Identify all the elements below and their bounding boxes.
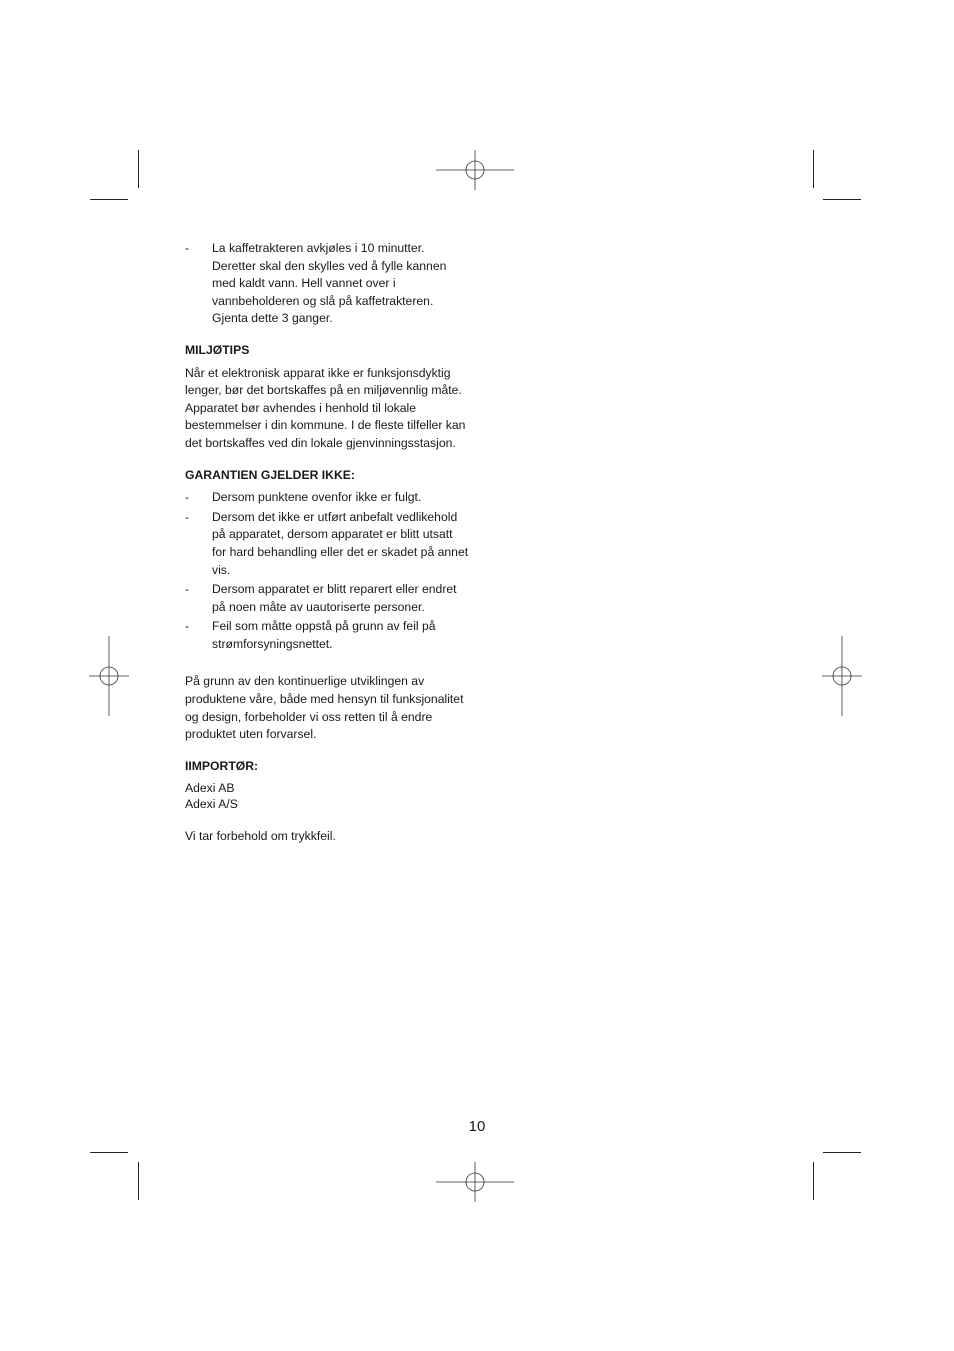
list-item-cleaning [185, 240, 470, 328]
miljotips-text: Når et elektronisk apparat ikke er funksjonsdyktig lenger, bør det bortskaffes på en miljøvennlig måte. Apparatet bør avhendes i henhold til lokale bestemmelser i din kommune. I de fleste tilfeller kan det bortskaffes ved din lokale gjenvinningsstasjon. [185, 365, 466, 450]
crop-mark-bottom-left-horizontal [90, 1152, 128, 1153]
heading-garanti: GARANTIEN GJELDER IKKE: [185, 467, 355, 482]
page-number: 10 [468, 1118, 486, 1135]
crop-mark-top-right-vertical [813, 150, 814, 188]
crop-mark-top-left-vertical [138, 150, 139, 188]
registration-mark-left-icon [89, 636, 129, 716]
registration-mark-top-icon [436, 150, 516, 190]
crop-mark-top-left-horizontal [90, 199, 128, 200]
list-bullet: - [185, 509, 190, 524]
list-item [185, 618, 470, 653]
importer-line: Adexi A/S [185, 797, 238, 812]
heading-importer: IIMPORTØR: [185, 758, 259, 773]
list-item [185, 509, 470, 579]
list-item [185, 581, 470, 616]
crop-mark-bottom-left-vertical [138, 1162, 139, 1200]
list-bullet: - [185, 490, 190, 505]
heading-miljotips: MILJØTIPS [185, 342, 250, 357]
list-bullet: - [185, 582, 190, 597]
list-item-text: La kaffetrakteren avkjøles i 10 minutter. Deretter skal den skylles ved å fylle kannen med kaldt vann. Hell vannet over i vannbeholderen og slå på kaffetrakteren. Gjenta dette 3 ganger. [212, 241, 447, 326]
list-item-text: Feil som måtte oppstå på grunn av feil på strømforsyningsnettet. [212, 619, 436, 651]
page-content [185, 240, 470, 846]
list-item-text: Dersom det ikke er utført anbefalt vedlikehold på apparatet, dersom apparatet er blitt utsatt for hard behandling eller det er skadet på annet vis. [212, 509, 469, 577]
importer-line: Adexi AB [185, 781, 235, 796]
registration-mark-right-icon [822, 636, 862, 716]
crop-mark-top-right-horizontal [823, 199, 861, 200]
list-item-text: Dersom apparatet er blitt reparert eller endret på noen måte av uautoriserte personer. [212, 582, 457, 614]
list-item-text: Dersom punktene ovenfor ikke er fulgt. [212, 490, 422, 505]
crop-mark-bottom-right-vertical [813, 1162, 814, 1200]
crop-mark-bottom-right-horizontal [823, 1152, 861, 1153]
list-bullet: - [185, 241, 190, 255]
list-bullet: - [185, 619, 190, 634]
development-note: På grunn av den kontinuerlige utviklingen av produktene våre, både med hensyn til funksjonalitet og design, forbeholder vi oss retten til å endre produktet uten forvarsel. [185, 674, 464, 742]
registration-mark-bottom-icon [436, 1162, 516, 1202]
disclaimer: Vi tar forbehold om trykkfeil. [185, 829, 336, 844]
list-item [185, 489, 470, 507]
